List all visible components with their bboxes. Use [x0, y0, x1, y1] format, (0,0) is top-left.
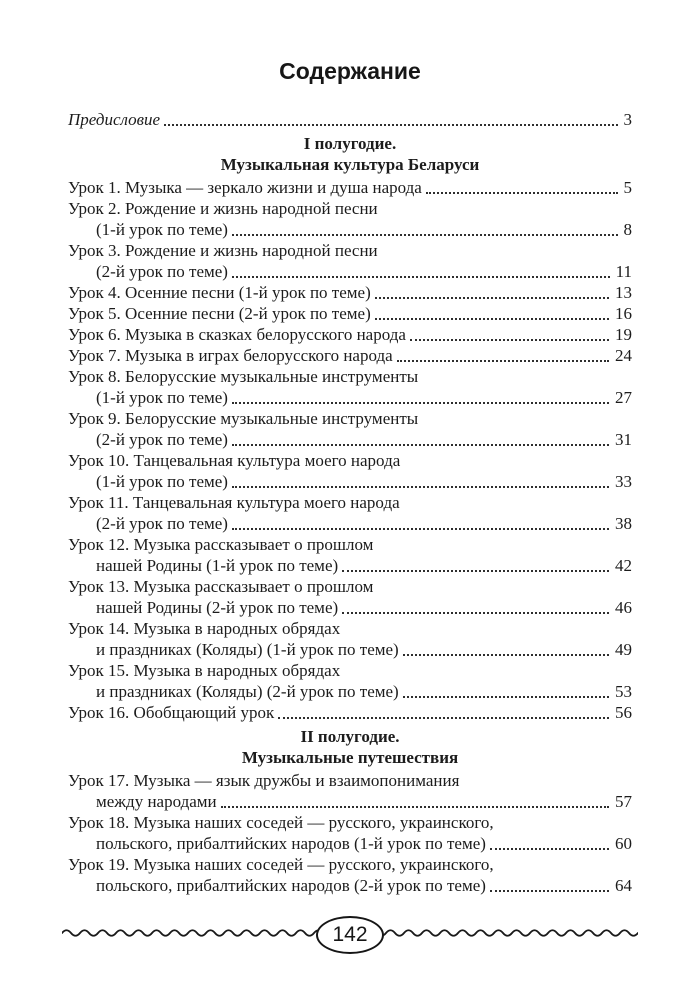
toc-entry — [68, 261, 632, 282]
toc-entry-text: Урок 4. Осенние песни (1-й урок по теме) — [68, 283, 371, 302]
toc-page-number: 60 — [615, 834, 632, 853]
toc-entry — [68, 833, 632, 854]
toc-page-number: 46 — [615, 598, 632, 617]
toc-page-number: 5 — [623, 178, 632, 197]
toc-entry-text: (1-й урок по теме) — [96, 220, 228, 239]
section-heading-line1: I полугодие. — [303, 134, 397, 153]
toc-entry-line — [68, 660, 632, 681]
toc-entry-text: Урок 1. Музыка — зеркало жизни и душа народа — [68, 178, 422, 197]
dot-leader — [338, 555, 613, 576]
toc-entry-line — [68, 618, 632, 639]
dot-leader — [406, 324, 613, 345]
toc-entry-line — [68, 854, 632, 875]
toc-entry-text: польского, прибалтийских народов (1-й урок по теме) — [96, 834, 486, 853]
toc-entry-line — [68, 812, 632, 833]
toc-entry-text: Урок 18. Музыка наших соседей — русского, украинского, — [68, 813, 494, 832]
toc-entry-text: Урок 10. Танцевальная культура моего народа — [68, 451, 401, 470]
section-heading — [68, 726, 632, 768]
toc-entry-text: Урок 14. Музыка в народных обрядах — [68, 619, 341, 638]
toc-entry-line — [68, 534, 632, 555]
toc-page-number: 11 — [615, 262, 632, 281]
toc-page-number: 24 — [615, 346, 632, 365]
toc-entry-text: и праздниках (Коляды) (1-й урок по теме) — [96, 640, 399, 659]
dot-leader — [422, 177, 622, 198]
toc-section — [68, 133, 632, 723]
toc-entry — [68, 282, 632, 303]
toc-page-number: 8 — [623, 220, 632, 239]
toc-entry-line — [68, 366, 632, 387]
toc-entry-text: польского, прибалтийских народов (2-й урок по теме) — [96, 876, 486, 895]
page-title: Содержание — [279, 58, 421, 84]
toc-entry — [68, 681, 632, 702]
toc-entry-line — [68, 198, 632, 219]
dot-leader — [393, 345, 613, 366]
toc-entry-text: нашей Родины (2-й урок по теме) — [96, 598, 339, 617]
toc-sections — [68, 133, 632, 896]
dot-leader — [274, 702, 613, 723]
dot-leader — [160, 109, 621, 130]
toc-entry — [68, 324, 632, 345]
dot-leader — [228, 513, 613, 534]
dot-leader — [371, 303, 613, 324]
toc-entry — [68, 702, 632, 723]
toc-entry-text: Урок 11. Танцевальная культура моего народа — [68, 493, 400, 512]
toc-entry — [68, 303, 632, 324]
dot-leader — [228, 261, 614, 282]
dot-leader — [399, 639, 613, 660]
toc-entry — [68, 513, 632, 534]
toc-entry — [68, 875, 632, 896]
toc-page-number: 57 — [615, 792, 632, 811]
toc-entry-text: (1-й урок по теме) — [96, 472, 228, 491]
toc-entry — [68, 639, 632, 660]
toc-entry-text: между народами — [96, 792, 217, 811]
toc-page-number: 19 — [615, 325, 632, 344]
page-number: 142 — [332, 923, 368, 946]
toc-entry — [68, 597, 632, 618]
toc-entry-text: (2-й урок по теме) — [96, 262, 228, 281]
section-heading-line1: II полугодие. — [300, 727, 400, 746]
toc-entry-text: (2-й урок по теме) — [96, 514, 228, 533]
toc-page-number: 53 — [615, 682, 632, 701]
toc-entry-text: Урок 16. Обобщающий урок — [68, 703, 275, 722]
toc-page-number: 3 — [623, 110, 632, 129]
toc-entry-text: Урок 3. Рождение и жизнь народной песни — [68, 241, 378, 260]
toc-entry-line — [68, 492, 632, 513]
toc-entry — [68, 429, 632, 450]
toc-entry-line — [68, 240, 632, 261]
toc-page-number: 42 — [615, 556, 632, 575]
toc-entry-text: Урок 17. Музыка — язык дружбы и взаимопонимания — [68, 771, 460, 790]
toc-entry-text: Урок 9. Белорусские музыкальные инструменты — [68, 409, 419, 428]
dot-leader — [338, 597, 613, 618]
toc-entry — [68, 345, 632, 366]
toc-entry-preface — [68, 109, 632, 130]
section-heading-line2: Музыкальная культура Беларуси — [220, 155, 480, 174]
toc-entry-text: (2-й урок по теме) — [96, 430, 228, 449]
toc-entry — [68, 177, 632, 198]
toc-entry-line — [68, 408, 632, 429]
dot-leader — [228, 387, 613, 408]
toc-entry-text: Урок 2. Рождение и жизнь народной песни — [68, 199, 378, 218]
dot-leader — [217, 791, 613, 812]
toc-entry-text: нашей Родины (1-й урок по теме) — [96, 556, 339, 575]
toc-entry-text: Урок 8. Белорусские музыкальные инструменты — [68, 367, 419, 386]
toc-page-number: 16 — [615, 304, 632, 323]
dot-leader — [228, 471, 613, 492]
section-entries — [68, 770, 632, 896]
toc-page-number: 64 — [615, 876, 632, 895]
toc-entry — [68, 791, 632, 812]
toc-entry-text: Урок 19. Музыка наших соседей — русского, украинского, — [68, 855, 494, 874]
toc-entry-text: Урок 7. Музыка в играх белорусского народа — [68, 346, 393, 365]
dot-leader — [486, 833, 613, 854]
section-heading-line2: Музыкальные путешествия — [241, 748, 459, 767]
toc-entry-line — [68, 576, 632, 597]
toc-section — [68, 726, 632, 896]
toc-entry-text: Урок 13. Музыка рассказывает о прошлом — [68, 577, 374, 596]
toc-entry-text: (1-й урок по теме) — [96, 388, 228, 407]
toc-page-number: 13 — [615, 283, 632, 302]
toc-entry-text: Урок 6. Музыка в сказках белорусского народа — [68, 325, 406, 344]
toc-entry-text: Урок 5. Осенние песни (2-й урок по теме) — [68, 304, 371, 323]
dot-leader — [228, 429, 613, 450]
toc-entry-text: и праздниках (Коляды) (2-й урок по теме) — [96, 682, 399, 701]
toc-page-number: 27 — [615, 388, 632, 407]
page-number-badge — [316, 916, 384, 954]
toc-entry — [68, 219, 632, 240]
toc-entry-text: Урок 15. Музыка в народных обрядах — [68, 661, 341, 680]
toc-page-number: 38 — [615, 514, 632, 533]
toc-page-number: 56 — [615, 703, 632, 722]
toc-page-number: 49 — [615, 640, 632, 659]
section-heading — [68, 133, 632, 175]
dot-leader — [228, 219, 622, 240]
dot-leader — [399, 681, 613, 702]
table-of-contents — [68, 109, 632, 896]
page-footer — [0, 916, 700, 956]
toc-entry-line — [68, 450, 632, 471]
toc-page-number: 31 — [615, 430, 632, 449]
toc-entry — [68, 387, 632, 408]
dot-leader — [371, 282, 613, 303]
dot-leader — [486, 875, 613, 896]
toc-entry — [68, 471, 632, 492]
toc-entry-text: Урок 12. Музыка рассказывает о прошлом — [68, 535, 374, 554]
toc-entry — [68, 555, 632, 576]
section-entries — [68, 177, 632, 723]
toc-entry-line — [68, 770, 632, 791]
toc-page-number: 33 — [615, 472, 632, 491]
toc-entry-text: Предисловие — [68, 110, 161, 129]
